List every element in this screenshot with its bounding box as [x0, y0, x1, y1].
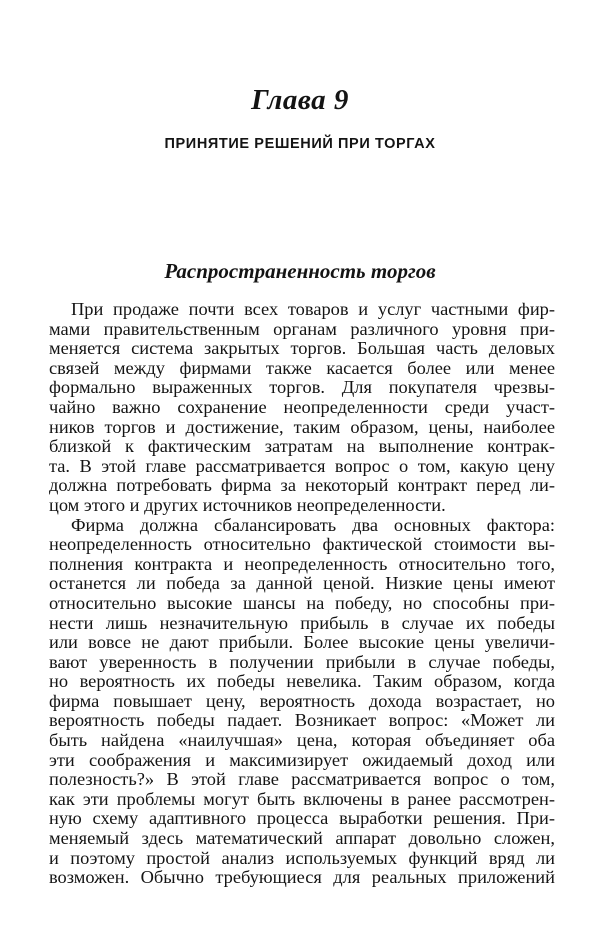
text-line: вают уверенность в получении прибыли в случае победы, — [49, 651, 555, 672]
text-line: цом этого и других источников неопределенности. — [49, 494, 446, 515]
text-line: мами правительственным органам различного уровня при- — [49, 318, 555, 339]
text-line: неопределенность относительно фактической стоимости вы- — [49, 534, 555, 555]
text-line: фирма повышает цену, вероятность дохода возрастает, но — [49, 690, 555, 711]
chapter-title: Глава 9 — [251, 84, 349, 116]
text-line: связей между фирмами также касается более или менее — [49, 357, 555, 378]
text-line: должна потребовать фирма за некоторый контракт перед ли- — [49, 475, 555, 496]
text-line: или вовсе не дают прибыли. Более высокие цены увеличи- — [49, 632, 555, 653]
text-line: возможен. Обычно требующиеся для реальных приложений — [49, 867, 555, 888]
text-line: близкой к фактическим затратам на выполнение контрак- — [49, 436, 555, 457]
body-text — [49, 300, 555, 888]
text-line: останется ли победа за данной ценой. Низкие цены имеют — [49, 573, 555, 594]
text-line: но вероятность их победы невелика. Таким образом, когда — [49, 671, 555, 692]
paragraph-1 — [49, 300, 555, 516]
text-line: формально выраженных торгов. Для покупателя чрезвы- — [49, 377, 555, 398]
section-title: Распространенность торгов — [164, 259, 436, 283]
text-line: быть найдена «наилучшая» цена, которая объединяет оба — [49, 730, 555, 751]
text-line: как эти проблемы могут быть включены в ранее рассмотрен- — [49, 788, 555, 809]
text-line: полнения контракта и неопределенность относительно того, — [49, 553, 555, 574]
text-line: относительно высокие шансы на победу, но способны при- — [49, 592, 555, 613]
text-line: нести лишь незначительную прибыль в случае их победы — [49, 612, 555, 633]
text-line: меняемый здесь математический аппарат довольно сложен, — [49, 828, 555, 849]
chapter-subtitle: ПРИНЯТИЕ РЕШЕНИЙ ПРИ ТОРГАХ — [164, 136, 436, 152]
text-line: При продаже почти всех товаров и услуг частными фир- — [71, 299, 555, 319]
text-line: Фирма должна сбалансировать два основных фактора: — [71, 514, 555, 535]
text-line: и поэтому простой анализ используемых функций вряд ли — [49, 847, 555, 868]
paragraph-2 — [49, 516, 555, 888]
text-line: ную схему адаптивного процесса выработки решения. При- — [49, 808, 555, 829]
text-line: меняется система закрытых торгов. Большая часть деловых — [49, 338, 555, 359]
text-line: вероятность победы падает. Возникает вопрос: «Может ли — [49, 710, 555, 731]
text-line: чайно важно сохранение неопределенности среди участ- — [49, 396, 555, 417]
text-line: та. В этой главе рассматривается вопрос о том, какую цену — [49, 455, 555, 476]
text-line: ников торгов и достижение, таким образом, цены, наиболее — [49, 416, 555, 437]
text-line: эти соображения и максимизирует ожидаемый доход или — [49, 749, 555, 770]
text-line: полезность?» В этой главе рассматривается вопрос о том, — [49, 769, 555, 790]
